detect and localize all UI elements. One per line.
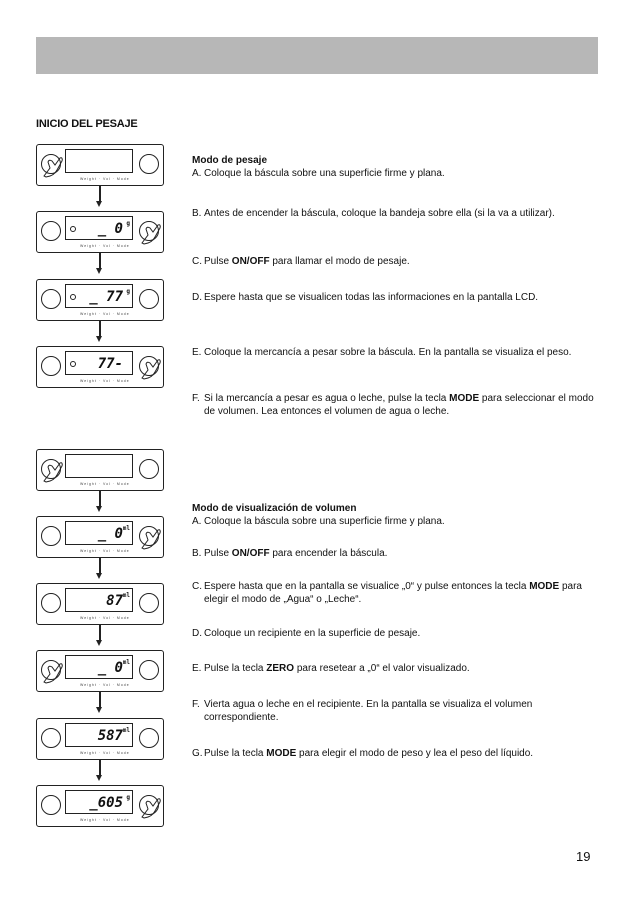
weighing-step-e: E. Coloque la mercancía a pesar sobre la báscula. En la pantalla se visualiza el peso. [192,347,572,358]
scale-illustration-2: _ 0 g Weight · Vol · Mode [36,211,164,255]
scale-lcd: 587 ml [65,723,133,747]
weighing-step-b: B. Antes de encender la báscula, coloque la bandeja sobre ella (si la va a utilizar). [192,208,555,219]
scale-illustration-5: Weight · Vol · Mode [36,449,164,493]
weighing-mode-title: Modo de pesaje [192,155,268,166]
volume-step-c: C. Espere hasta que en la pantalla se visualice „0“ y pulse entonces la tecla MODE para elegir el modo de „Agua“ o „Leche“. [192,581,582,605]
page-number: 19 [576,849,591,864]
flow-arrow [99,558,101,574]
mode-knob-icon [139,728,159,748]
mode-knob-icon [139,459,159,479]
header-band [36,37,598,74]
pointing-finger-icon [40,455,66,483]
flow-arrow [99,760,101,776]
volume-step-b: B. Pulse ON/OFF para encender la báscula. [192,548,388,559]
flow-arrow [99,625,101,641]
section-title: INICIO DEL PESAJE [36,118,138,130]
scale-lcd [65,149,133,173]
weighing-step-f: F. Si la mercancía a pesar es agua o leche, pulse la tecla MODE para seleccionar el modo de volumen. Lea entonces el volumen de agua o leche. [192,393,594,417]
mode-knob-icon [139,154,159,174]
weighing-step-c: C. Pulse ON/OFF para llamar el modo de pesaje. [192,256,410,267]
on-off-knob-icon [41,593,61,613]
scale-lcd: _ 0 g [65,216,133,240]
mode-knob-icon [139,593,159,613]
volume-step-e: E. Pulse la tecla ZERO para resetear a „0“ el valor visualizado. [192,663,470,674]
pointing-finger-icon [40,150,66,178]
scale-illustration-4: 77- Weight · Vol · Mode [36,346,164,390]
on-off-knob-icon [41,795,61,815]
on-off-knob-icon [41,289,61,309]
on-off-knob-icon [41,526,61,546]
scale-lcd: 87 ml [65,588,133,612]
volume-step-d: D. Coloque un recipiente en la superficie de pesaje. [192,628,421,639]
on-off-knob-icon [41,221,61,241]
pointing-finger-icon [138,352,164,380]
volume-step-f: F. Vierta agua o leche en el recipiente. En la pantalla se visualiza el volumen correspondiente. [192,699,533,723]
volume-step-g: G. Pulse la tecla MODE para elegir el modo de peso y lea el peso del líquido. [192,748,534,759]
scale-lcd: _ 77 g [65,284,133,308]
scale-lcd [65,454,133,478]
volume-mode-title: Modo de visualización de volumen [192,503,357,514]
mode-knob-icon [139,289,159,309]
volume-step-a: A. Coloque la báscula sobre una superficie firme y plana. [192,516,445,527]
scale-illustration-1: Weight · Vol · Mode [36,144,164,188]
flow-arrow [99,692,101,708]
weighing-step-d: D. Espere hasta que se visualicen todas las informaciones en la pantalla LCD. [192,292,539,303]
scale-lcd: _ 0 ml [65,521,133,545]
pointing-finger-icon [40,656,66,684]
scale-illustration-9: 587 ml Weight · Vol · Mode [36,718,164,762]
scale-illustration-6: _ 0 ml Weight · Vol · Mode [36,516,164,560]
scale-lcd: _605 g [65,790,133,814]
pointing-finger-icon [138,217,164,245]
scale-lcd: 77- [65,351,133,375]
pointing-finger-icon [138,522,164,550]
scale-illustration-10: _605 g Weight · Vol · Mode [36,785,164,829]
flow-arrow [99,253,101,269]
scale-lcd: _ 0 ml [65,655,133,679]
on-off-knob-icon [41,728,61,748]
scale-illustration-7: 87 ml Weight · Vol · Mode [36,583,164,627]
weighing-step-a: A. Coloque la báscula sobre una superficie firme y plana. [192,168,445,179]
scale-illustration-8: _ 0 ml Weight · Vol · Mode [36,650,164,694]
mode-knob-icon [139,660,159,680]
flow-arrow [99,186,101,202]
pointing-finger-icon [138,791,164,819]
on-off-knob-icon [41,356,61,376]
flow-arrow [99,321,101,337]
flow-arrow [99,491,101,507]
scale-illustration-3: _ 77 g Weight · Vol · Mode [36,279,164,323]
